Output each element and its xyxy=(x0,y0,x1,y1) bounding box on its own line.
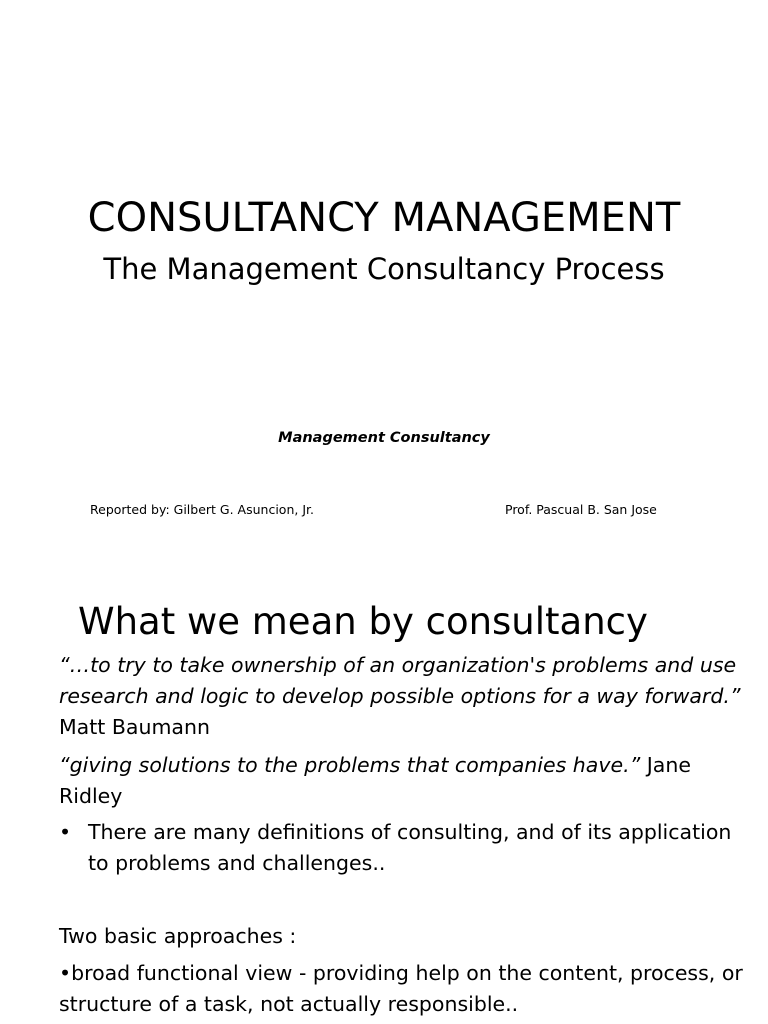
bullet-text: There are many definitions of consulting, and of its application to problems and challenges.. xyxy=(88,820,732,875)
reporter-credit: Reported by: Gilbert G. Asuncion, Jr. xyxy=(90,502,314,517)
slide-title: CONSULTANCY MANAGEMENT xyxy=(87,195,681,241)
approach-item: •broad functional view - providing help on the content, process, or structure of a task, not actually responsible.. xyxy=(59,961,743,1016)
quote-author: Jane Ridley xyxy=(59,753,691,808)
quote-text: “giving solutions to the problems that companies have.” xyxy=(59,753,641,777)
quote-text: “…to try to take ownership of an organization's problems and use research and logic to develop possible options for a way forward.” xyxy=(59,653,741,708)
quote-jane-ridley xyxy=(59,750,749,812)
quote-matt-baumann xyxy=(59,650,749,743)
bullet-item xyxy=(59,817,749,879)
approaches-label: Two basic approaches : xyxy=(59,924,297,948)
bullet-marker: • xyxy=(59,820,72,844)
quote-author: Matt Baumann xyxy=(59,715,210,739)
slide-subtitle: The Management Consultancy Process xyxy=(103,252,665,286)
professor-credit: Prof. Pascual B. San Jose xyxy=(505,502,657,517)
slide-label: Management Consultancy xyxy=(278,430,490,446)
section-heading: What we mean by consultancy xyxy=(78,600,648,643)
